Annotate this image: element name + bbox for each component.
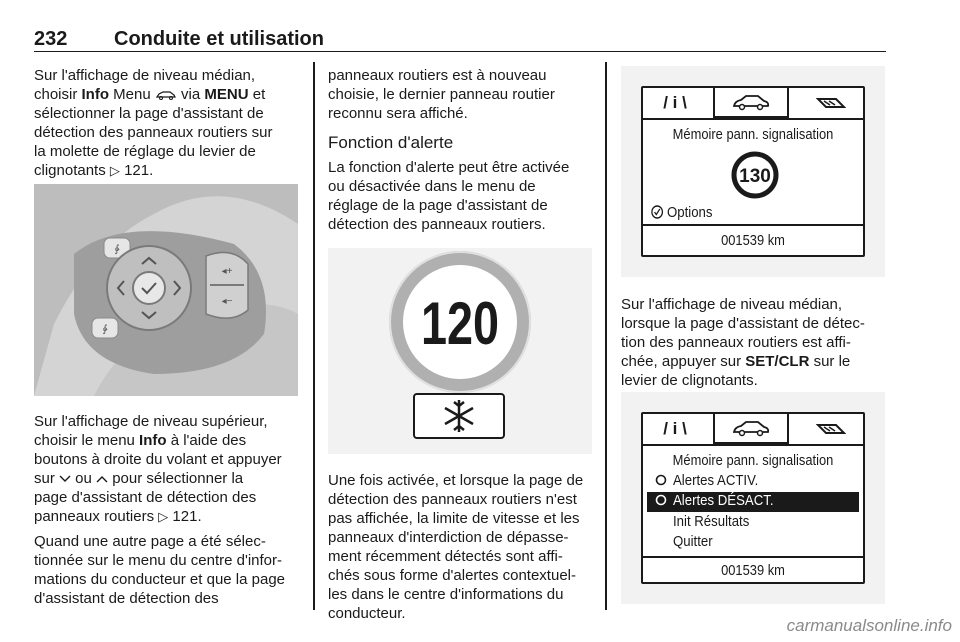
page-header (34, 28, 886, 52)
tab-road (799, 414, 863, 444)
paragraph: Quand une autre page a été sélec- tionnée sur le menu du centre d'infor- mations du conducteur et que la page d'assistant de détection des (34, 533, 286, 607)
paragraph: Sur l'affichage de niveau médian, lorsque la page d'assistant de détec- tion des panneaux routiers est affi- chée, appuyer sur SET/CLR sur le levier de clignotants. (621, 296, 865, 389)
menu-item-init-results[interactable]: Init Résultats (673, 513, 750, 530)
column-2-lower (328, 471, 594, 623)
divider (643, 556, 863, 558)
svg-text:◂+: ◂+ (221, 266, 233, 277)
svg-text:130: 130 (739, 166, 771, 187)
tab-car (713, 88, 789, 118)
speed-sign-icon (730, 150, 780, 200)
speed-limit-value: 120 (420, 290, 500, 358)
odometer: 001539 km (721, 232, 785, 249)
radio-icon (655, 494, 667, 506)
car-icon (155, 86, 181, 103)
menu-item-alerts-off[interactable]: Alertes DÉSACT. (647, 492, 859, 512)
display-tabs (643, 88, 863, 120)
svg-text:∳: ∳ (114, 244, 120, 255)
column-1-lower (34, 412, 302, 608)
driver-info-display (641, 86, 865, 257)
paragraph: La fonction d'alerte peut être activée ou désactivée dans le menu de réglage de la page d'assistant de détection des panneaux routiers. (328, 159, 570, 233)
tab-car (713, 414, 789, 444)
check-circle-icon (651, 204, 663, 221)
display-title: Mémoire pann. signalisation (672, 452, 834, 469)
display-figure-2 (621, 392, 885, 604)
speed-sign-image (328, 248, 592, 454)
driver-info-display (641, 412, 865, 584)
svg-text:◂−: ◂− (221, 296, 233, 307)
watermark: carmanualsonline.info (786, 616, 952, 635)
column-2 (328, 66, 594, 234)
section-title: Conduite et utilisation (114, 28, 324, 50)
paragraph: Sur l'affichage de niveau médian, choisir Info Menu via MENU et sélectionner la page d'assistant de détection des panneaux routiers sur la molette de réglage du levier de clignotants ▷ 121. (34, 67, 273, 179)
car-icon (731, 93, 771, 111)
tab-info: / i \ (663, 93, 687, 112)
display-title: Mémoire pann. signalisation (672, 126, 834, 143)
chevron-down-icon (59, 470, 71, 487)
road-icon (816, 96, 846, 110)
section-heading: Fonction d'alerte (328, 133, 454, 152)
tab-road (799, 88, 863, 118)
radio-icon (655, 474, 667, 486)
paragraph: Sur l'affichage de niveau supérieur, choisir le menu Info à l'aide des boutons à droite du volant et appuyer sur ou pour sélectionner la page d'assistant de détection des panneaux routiers ▷ 121. (34, 413, 282, 525)
column-divider-2 (605, 62, 607, 610)
page-ref-icon: ▷ (109, 163, 120, 178)
odometer: 001539 km (721, 562, 785, 579)
svg-text:∳: ∳ (102, 324, 108, 335)
page-number: 232 (34, 28, 68, 50)
car-icon (731, 419, 771, 437)
display-figure-1 (621, 66, 885, 277)
page-ref-icon: ▷ (158, 509, 169, 524)
column-divider-1 (313, 62, 315, 610)
paragraph: panneaux routiers est à nouveau choisie, le dernier panneau routier reconnu sera affiché. (328, 67, 555, 122)
road-icon (816, 422, 846, 436)
options-item[interactable]: Options (651, 204, 712, 221)
menu-item-quit[interactable]: Quitter (673, 533, 713, 550)
display-tabs (643, 414, 863, 446)
tab-info: / i \ (663, 419, 687, 438)
menu-item-alerts-on[interactable]: Alertes ACTIV. (647, 472, 859, 492)
column-3-text (621, 295, 891, 390)
divider (643, 224, 863, 226)
chevron-up-icon (96, 470, 108, 487)
steering-wheel-image (34, 184, 298, 396)
paragraph: Une fois activée, et lorsque la page de détection des panneaux routiers n'est pas affichée, la limite de vitesse et les panneaux d'interdiction de dépasse- ment récemment détectés sont affi- chés sous forme d'alertes contextuel- les dans le centre d'informations du conducteur. (328, 472, 584, 622)
column-1 (34, 66, 302, 180)
